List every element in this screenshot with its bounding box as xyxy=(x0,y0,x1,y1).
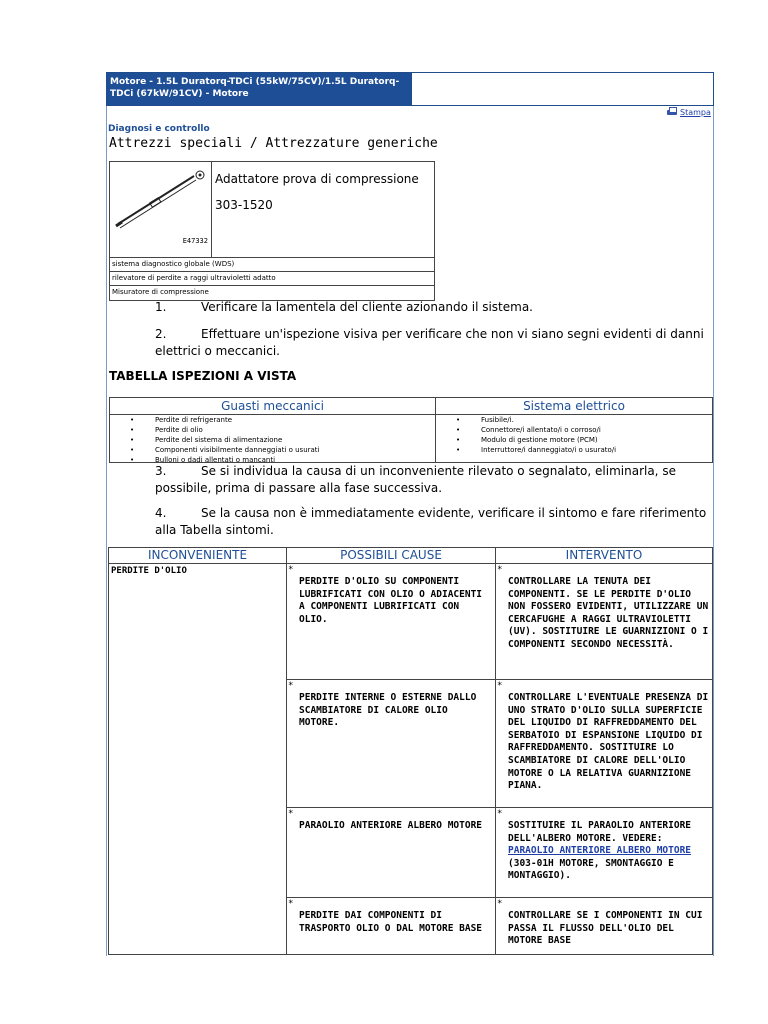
header-action: INTERVENTO xyxy=(565,548,643,562)
tool-image xyxy=(110,162,212,257)
symptoms-table xyxy=(108,547,713,955)
step-3 xyxy=(155,463,711,497)
list-item: • Perdite di refrigerante xyxy=(130,415,435,425)
action-text: CONTROLLARE SE I COMPONENTI IN CUI PASSA IL FLUSSO DELL'OLIO DEL MOTORE BASE xyxy=(508,910,703,947)
tool-code: 303-1520 xyxy=(215,198,273,212)
step-number: 1. xyxy=(155,300,167,314)
list-item: • Connettore/i allentato/i o corroso/i xyxy=(456,425,712,435)
list-item: • Perdite di olio xyxy=(130,425,435,435)
bullet-star: * xyxy=(497,899,503,909)
electrical-list xyxy=(436,415,712,455)
tools-table xyxy=(109,161,435,301)
page-frame-right xyxy=(713,72,714,956)
bullet-star: * xyxy=(288,565,294,575)
header-title: Motore - 1.5L Duratorq-TDCi (55kW/75CV)/1.5L Duratorq-TDCi (67kW/91CV) - Motore xyxy=(107,73,411,105)
header-blank-cell xyxy=(411,73,713,105)
header-bar xyxy=(106,72,714,106)
tool-item: Misuratore di compressione xyxy=(112,288,209,296)
step-text: Effettuare un'ispezione visiva per verificare che non vi siano segni evidenti di danni elettrici o meccanici. xyxy=(155,327,704,358)
action-text-post: (303-01H MOTORE, SMONTAGGIO E MONTAGGIO). xyxy=(508,857,674,882)
list-item: • Interruttore/i danneggiato/i o usurato/i xyxy=(456,445,712,455)
step-text: Se la causa non è immediatamente evidente, verificare il sintomo e fare riferimento alla Tabella sintomi. xyxy=(155,506,707,537)
step-number: 4. xyxy=(155,506,167,520)
cause-text: PERDITE DAI COMPONENTI DI TRASPORTO OLIO O DAL MOTORE BASE xyxy=(299,910,483,934)
tool-name: Adattatore prova di compressione xyxy=(215,172,419,186)
tool-item: sistema diagnostico globale (WDS) xyxy=(110,258,434,272)
print-link[interactable] xyxy=(666,107,711,117)
list-item: • Componenti visibilmente danneggiati o usurati xyxy=(130,445,435,455)
front-seal-link[interactable]: PARAOLIO ANTERIORE ALBERO MOTORE xyxy=(508,845,692,857)
section-label: Diagnosi e controllo xyxy=(108,124,210,134)
header-causes: POSSIBILI CAUSE xyxy=(287,548,496,563)
step-number: 3. xyxy=(155,464,167,478)
bullet-star: * xyxy=(288,809,294,819)
bullet-star: * xyxy=(497,809,503,819)
tool-drawing-icon xyxy=(114,166,208,236)
condition-cell: PERDITE D'OLIO xyxy=(109,564,287,954)
step-4 xyxy=(155,505,711,539)
cause-text: PERDITE D'OLIO SU COMPONENTI LUBRIFICATI CON OLIO O ADIACENTI A COMPONENTI LUBRIFICATI CON OLIO. xyxy=(299,576,483,625)
table-row xyxy=(287,680,712,808)
action-text: SOSTITUIRE IL PARAOLIO ANTERIORE DELL'ALBERO MOTORE. VEDERE: xyxy=(508,820,692,844)
inspection-table xyxy=(109,397,713,463)
list-item: • Bulloni o dadi allentati o mancanti xyxy=(130,455,435,465)
list-item: • Fusibile/i. xyxy=(456,415,712,425)
list-item: • Modulo di gestione motore (PCM) xyxy=(456,435,712,445)
electrical-header: Sistema elettrico xyxy=(436,398,712,415)
action-text: CONTROLLARE LA TENUTA DEI COMPONENTI. SE LE PERDITE D'OLIO NON FOSSERO EVIDENTI, UTILIZZARE UN CERCAFUGHE A RAGGI ULTRAVIOLETTI (UV). SOSTITUIRE LE GUARNIZIONI O I COMPONENTI SECONDO NECESSITÀ. xyxy=(508,576,709,650)
mechanical-header: Guasti meccanici xyxy=(110,398,435,415)
table-row xyxy=(287,564,712,680)
print-label: Stampa xyxy=(680,107,711,117)
tool-item: rilevatore di perdite a raggi ultravioletti adatto xyxy=(110,272,434,286)
section-title: Attrezzi speciali / Attrezzature generiche xyxy=(109,136,438,151)
tool-image-code: E47332 xyxy=(182,237,208,245)
action-text: CONTROLLARE L'EVENTUALE PRESENZA DI UNO STRATO D'OLIO SULLA SUPERFICIE DEL LIQUIDO DI RAFFREDDAMENTO DEL SERBATOIO DI ESPANSIONE LIQUIDO DI RAFFREDDAMENTO. SOSTITUIRE LO SCAMBIATORE DI CALORE DELL'OLIO MOTORE O LA RELATIVA GUARNIZIONE PIANA. xyxy=(508,692,709,792)
bullet-star: * xyxy=(288,681,294,691)
step-2 xyxy=(155,326,711,360)
bullet-star: * xyxy=(288,899,294,909)
list-item: • Perdite del sistema di alimentazione xyxy=(130,435,435,445)
cause-text: PERDITE INTERNE O ESTERNE DALLO SCAMBIATORE DI CALORE OLIO MOTORE. xyxy=(299,692,477,729)
step-number: 2. xyxy=(155,327,167,341)
cause-text: PARAOLIO ANTERIORE ALBERO MOTORE xyxy=(299,820,483,831)
bullet-star: * xyxy=(497,565,503,575)
printer-icon xyxy=(666,107,678,117)
table-row xyxy=(287,808,712,898)
header-condition: INCONVENIENTE xyxy=(109,548,287,563)
table-row xyxy=(287,898,712,954)
step-text: Verificare la lamentela del cliente azionando il sistema. xyxy=(201,300,533,314)
mechanical-list xyxy=(110,415,435,465)
step-text: Se si individua la causa di un inconveniente rilevato o segnalato, eliminarla, se possibile, prima di passare alla fase successiva. xyxy=(155,464,676,495)
step-1 xyxy=(155,299,711,316)
page-frame-left xyxy=(106,72,107,956)
bullet-star: * xyxy=(497,681,503,691)
inspection-title: TABELLA ISPEZIONI A VISTA xyxy=(109,369,297,383)
